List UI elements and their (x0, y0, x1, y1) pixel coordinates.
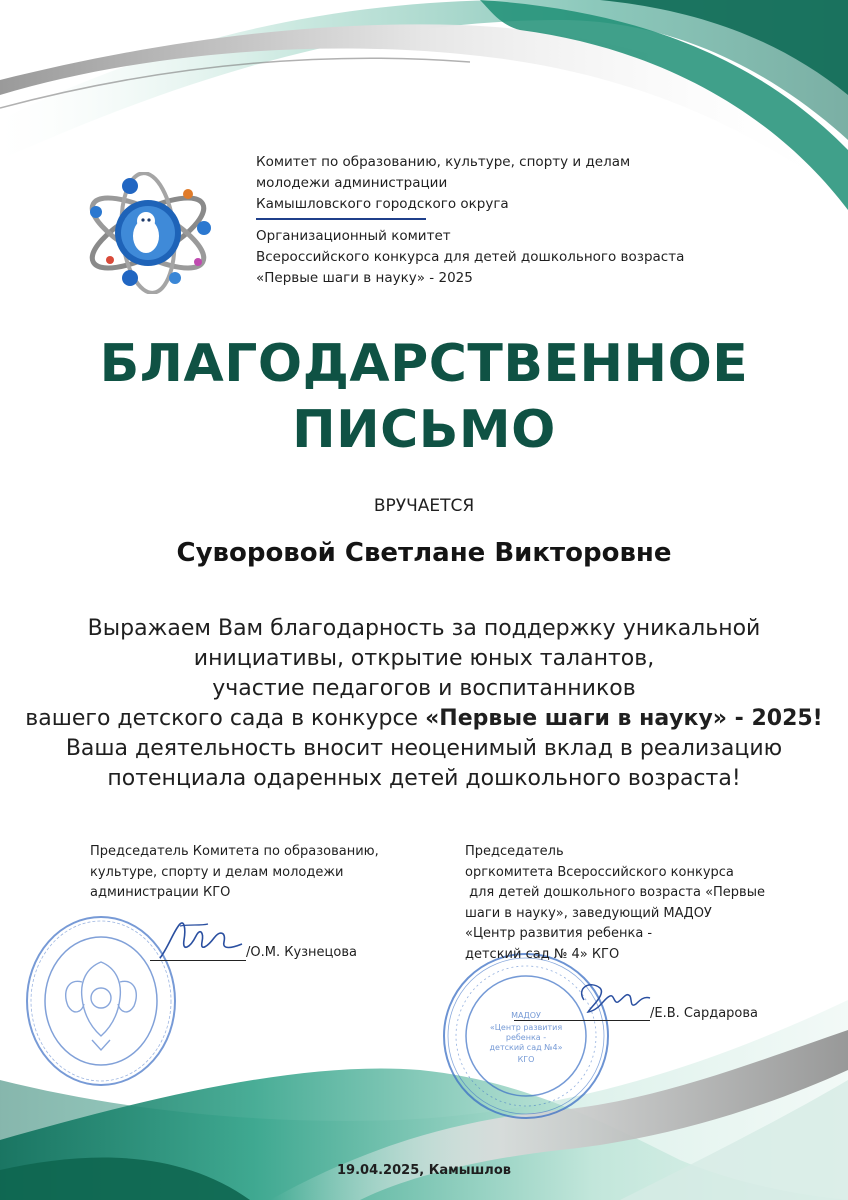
date-place: 19.04.2025, Камышлов (337, 1163, 511, 1178)
signatory-line: «Центр развития ребенка - (465, 926, 653, 941)
right-signatory-title (465, 842, 765, 965)
right-signatory-name: /Е.В. Сардарова (650, 1006, 758, 1021)
left-signatory-title (90, 842, 379, 904)
committee-line: Комитет по образованию, культуре, спорту и делам (256, 154, 631, 170)
body-line (0, 704, 848, 734)
signatory-line: шаги в науку», заведующий МАДОУ (465, 905, 712, 921)
body-line: потенциала одаренных детей дошкольного возраста! (107, 766, 741, 791)
orgcommittee-header (256, 226, 684, 289)
committee-line: молодежи администрации (256, 175, 448, 191)
document-title-line2: ПИСЬМО (292, 400, 556, 460)
body-line: Ваша деятельность вносит неоценимый вклад в реализацию (65, 736, 783, 761)
svg-text:«Центр развития: «Центр развития (489, 1023, 563, 1032)
contest-name: «Первые шаги в науку» - 2025! (425, 706, 823, 731)
gratitude-text (0, 614, 848, 794)
signatory-line: администрации КГО (90, 885, 231, 900)
recipient-name: Суворовой Светлане Викторовне (176, 538, 672, 568)
orgcommittee-line: Всероссийского конкурса для детей дошкольного возраста (256, 249, 685, 265)
orgcommittee-line: «Первые шаги в науку» - 2025 (256, 270, 473, 286)
right-signature-line (514, 1020, 650, 1021)
body-line: участие педагогов и воспитанников (212, 676, 636, 701)
svg-text:МАДОУ: МАДОУ (511, 1011, 541, 1020)
signatory-line: Председатель Комитета по образованию, (90, 844, 379, 859)
body-line: инициативы, открытие юных талантов, (193, 646, 655, 671)
signatory-line: оргкомитета Всероссийского конкурса (465, 864, 734, 880)
signatory-line: Председатель (465, 844, 564, 859)
atom-logo (80, 172, 216, 294)
committee-header (256, 152, 630, 215)
orgcommittee-line: Организационный комитет (256, 228, 451, 244)
svg-text:ребенка -: ребенка - (505, 1033, 547, 1042)
awarded-label: ВРУЧАЕТСЯ (373, 496, 475, 516)
signatory-line: культуре, спорту и делам молодежи (90, 864, 344, 880)
right-handwritten-signature (570, 978, 654, 1022)
left-signatory-name: /О.М. Кузнецова (246, 945, 357, 960)
svg-text:КГО: КГО (517, 1055, 535, 1064)
signatory-line: детский сад № 4» КГО (465, 946, 620, 962)
svg-text:детский сад №4»: детский сад №4» (489, 1043, 563, 1052)
body-line-prefix: вашего детского сада в конкурсе (25, 706, 426, 731)
right-official-seal (440, 950, 612, 1122)
left-signature-line (150, 960, 246, 961)
committee-line: Камышловского городского округа (256, 196, 509, 212)
signatory-line: для детей дошкольного возраста «Первые (465, 885, 765, 900)
header-divider (256, 218, 426, 220)
left-handwritten-signature (150, 918, 260, 964)
document-title-line1: БЛАГОДАРСТВЕННОЕ (99, 334, 749, 394)
body-line: Выражаем Вам благодарность за поддержку уникальной (87, 616, 761, 641)
